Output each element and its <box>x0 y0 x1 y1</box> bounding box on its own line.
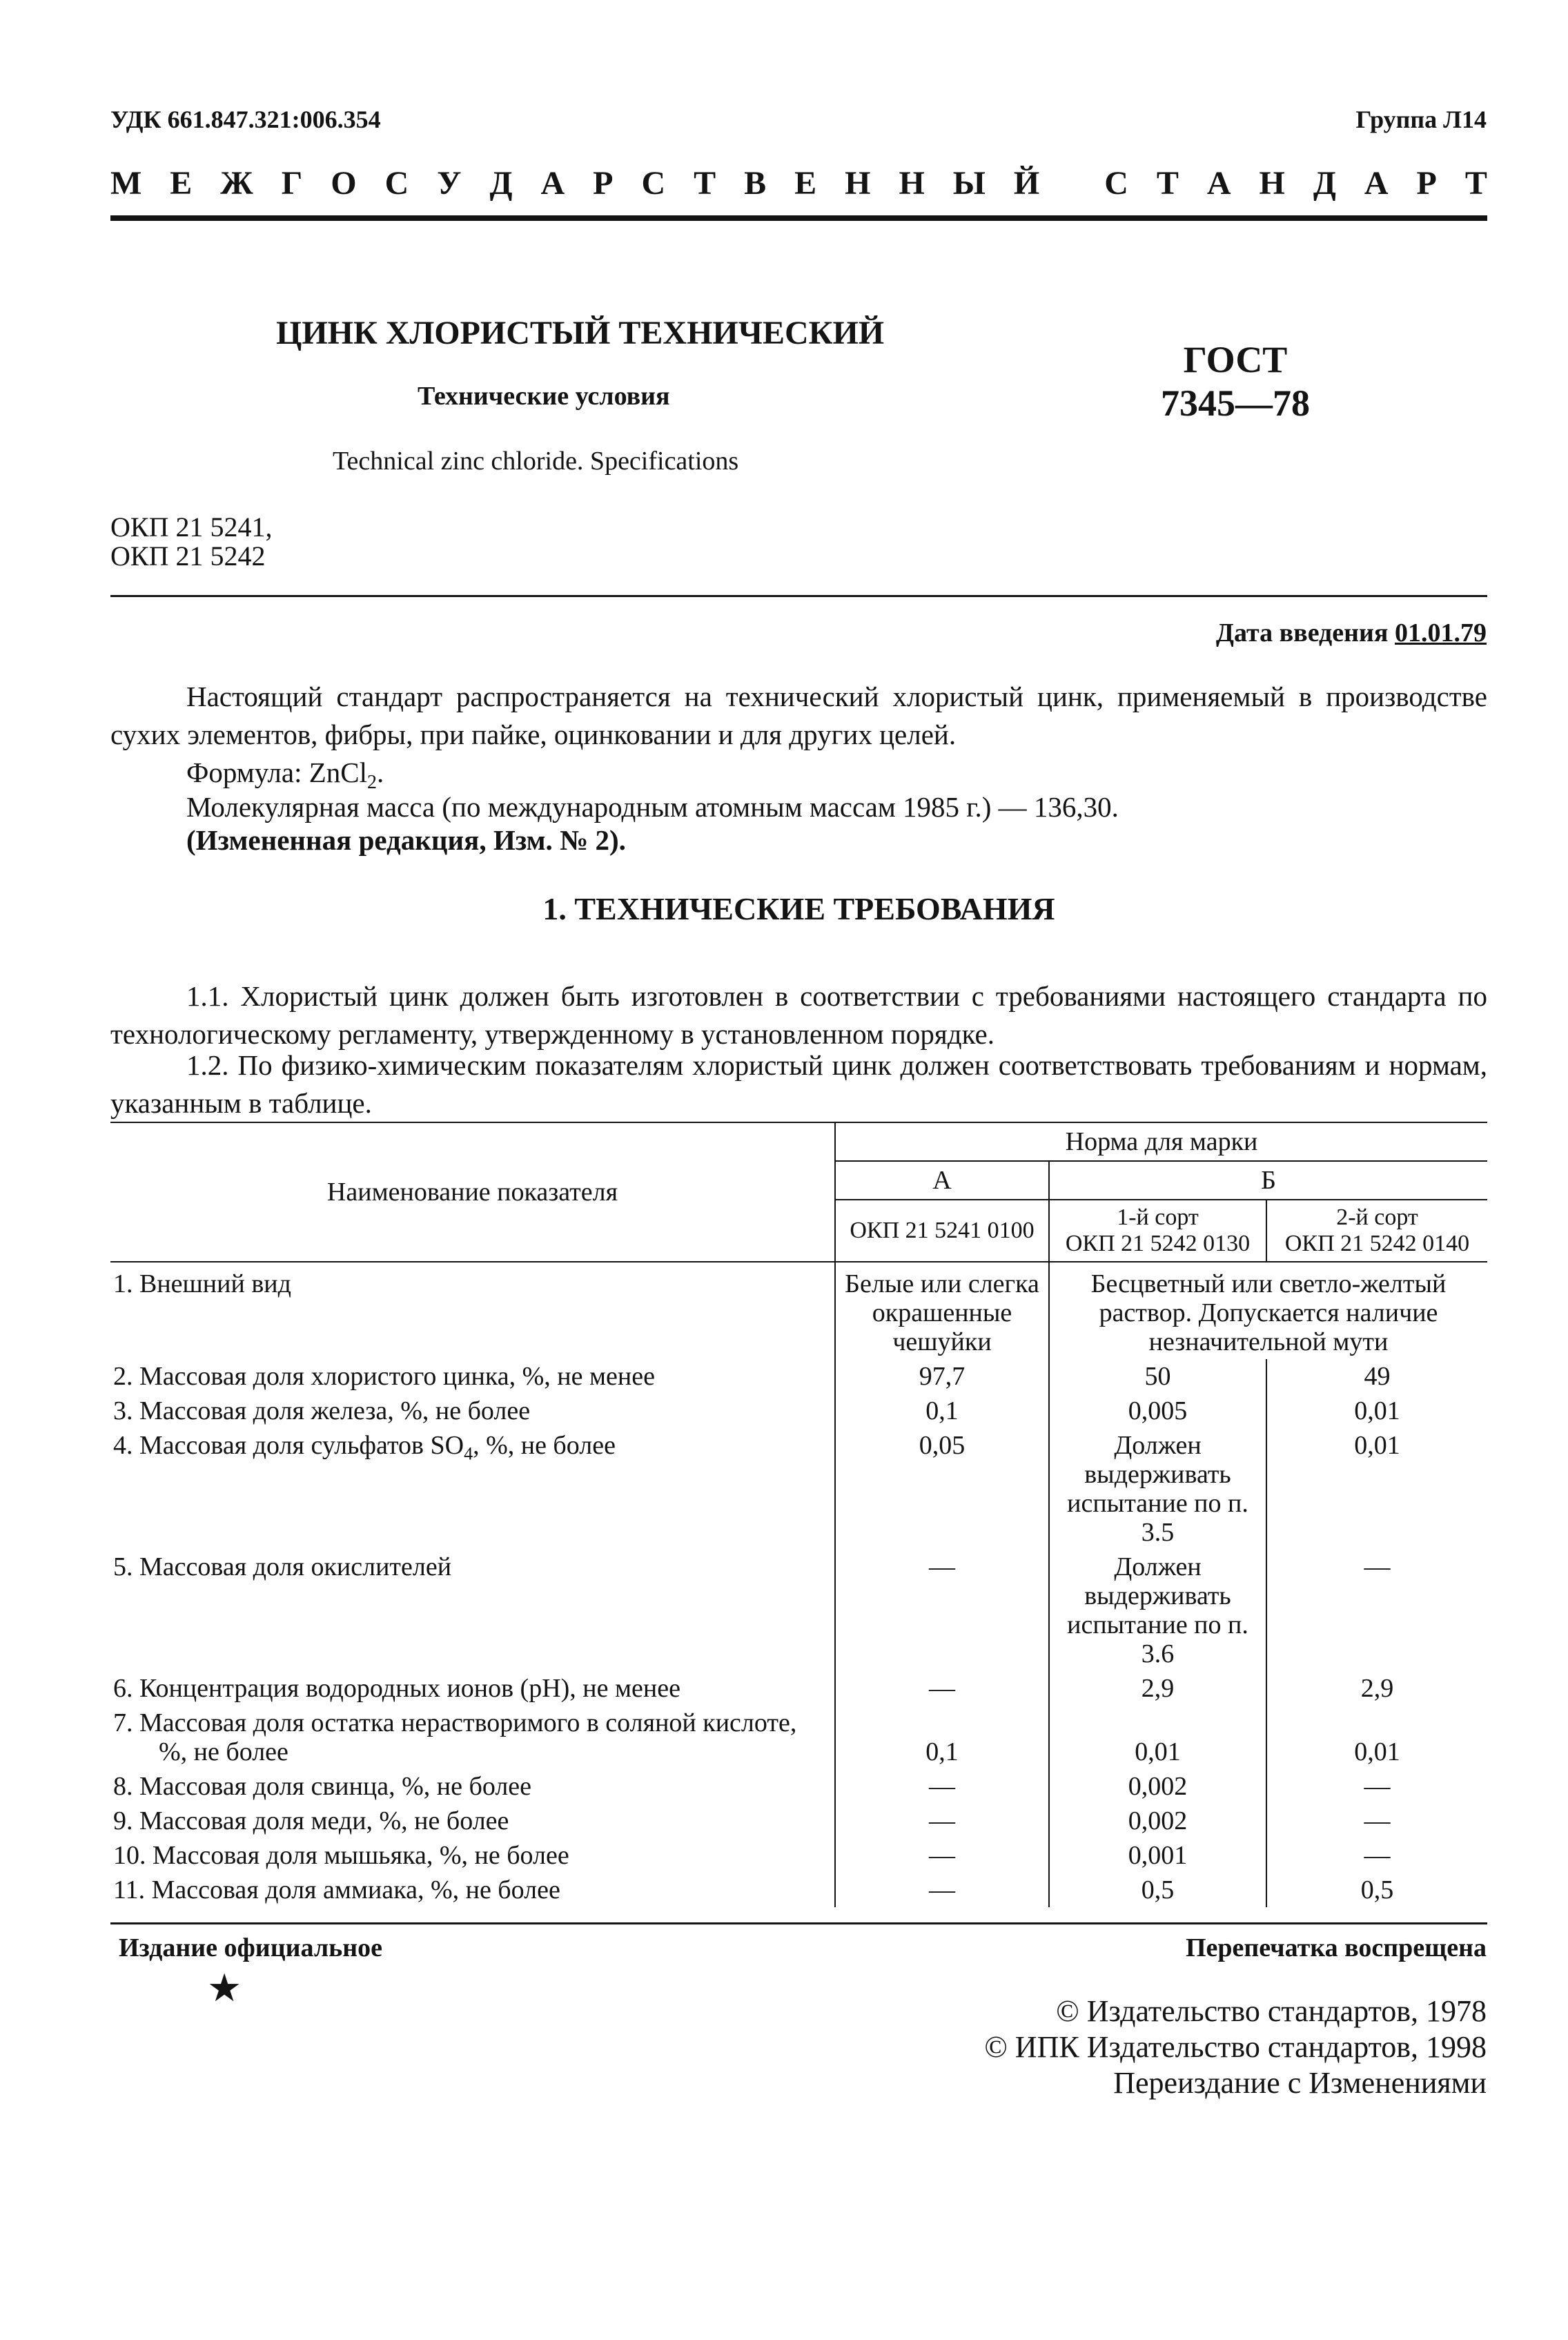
date-introduction <box>1216 618 1487 648</box>
row-value-a: — <box>835 1873 1049 1907</box>
heading-letter: Т <box>694 165 716 202</box>
heading-letter: В <box>744 165 767 202</box>
row-value-b1: 2,9 <box>1049 1671 1266 1706</box>
sort-2-okp: ОКП 21 5242 0140 <box>1284 1231 1470 1256</box>
row-value-b1: 0,01 <box>1049 1706 1266 1769</box>
heading-letter: Н <box>845 165 871 202</box>
heading-letter: Д <box>1313 165 1336 202</box>
row-name <box>110 1804 835 1838</box>
row-value-b: Бесцветный или светло-желтый раствор. Допускается наличие незначительной мути <box>1049 1262 1487 1359</box>
row-name-text: 11. Массовая доля аммиака, %, не более <box>113 1875 560 1904</box>
row-name-text: 7. Массовая доля остатка нерастворимого в соляной кислоте, %, не более <box>113 1708 797 1766</box>
row-value-b1: 0,002 <box>1049 1804 1266 1838</box>
row-value-a: — <box>835 1671 1049 1706</box>
row-value-a: 0,1 <box>835 1394 1049 1428</box>
row-value-b2: 0,5 <box>1266 1873 1487 1907</box>
heading-letter: А <box>1206 165 1231 202</box>
row-value-b2: 49 <box>1266 1359 1487 1394</box>
title-rule <box>110 595 1487 597</box>
heading-letter: Д <box>489 165 513 202</box>
heading-letter: Р <box>593 165 614 202</box>
table-row <box>110 1550 1487 1671</box>
row-value-a: — <box>835 1804 1049 1838</box>
row-name-text: 9. Массовая доля меди, %, не более <box>113 1806 509 1835</box>
table-row <box>110 1769 1487 1804</box>
row-name <box>110 1769 835 1804</box>
formula-label: Формула: <box>186 757 302 788</box>
row-name-text: 8. Массовая доля свинца, %, не более <box>113 1772 532 1801</box>
header-sort-2 <box>1266 1200 1487 1262</box>
heading-letter: Е <box>794 165 817 202</box>
document-subtitle: Технические условия <box>418 382 670 411</box>
heading-letter: С <box>384 165 409 202</box>
clause-1-1: 1.1. Хлористый цинк должен быть изготовлен в соответствии с требованиями настоящего стандарта по технологическому регламенту, утвержденному в установленном порядке. <box>110 980 1487 1050</box>
clause-1-2: 1.2. По физико-химическим показателям хлористый цинк должен соответствовать требованиям и нормам, указанным в таблице. <box>110 1049 1487 1119</box>
heading-letter: Й <box>1013 165 1040 202</box>
group-code: Группа Л14 <box>1355 106 1487 133</box>
heading-letter: А <box>1364 165 1389 202</box>
sort-2-label: 2-й сорт <box>1336 1205 1418 1230</box>
heading-letter: Т <box>1464 165 1487 202</box>
formula-subscript: 2 <box>367 772 378 794</box>
heading-letter: Т <box>1156 165 1179 202</box>
edit-note: (Измененная редакция, Изм. № 2). <box>186 824 626 856</box>
copyright-1998: © ИПК Издательство стандартов, 1998 <box>984 2030 1487 2064</box>
row-value-a: 0,05 <box>835 1428 1049 1550</box>
row-name-subscript: 4 <box>464 1443 473 1464</box>
english-title: Technical zinc chloride. Specifications <box>333 447 739 476</box>
table-row <box>110 1394 1487 1428</box>
row-value-b2: — <box>1266 1838 1487 1873</box>
reprint-prohibited: Перепечатка воспрещена <box>1185 1933 1487 1962</box>
official-edition: Издание официальное <box>119 1933 383 1962</box>
row-value-b2: — <box>1266 1804 1487 1838</box>
row-name <box>110 1873 835 1907</box>
table-row <box>110 1359 1487 1394</box>
row-value-a: 97,7 <box>835 1359 1049 1394</box>
date-label: Дата введения <box>1215 618 1389 647</box>
heading-letter: Е <box>170 165 193 202</box>
heading-letter: А <box>540 165 565 202</box>
header-grade-b: Б <box>1049 1161 1487 1200</box>
heading-letter: Ж <box>220 165 253 202</box>
udk-code: УДК 661.847.321:006.354 <box>110 106 381 133</box>
gost-label: ГОСТ <box>1183 339 1288 380</box>
date-value: 01.01.79 <box>1395 618 1487 647</box>
document-title: ЦИНК ХЛОРИСТЫЙ ТЕХНИЧЕСКИЙ <box>276 315 885 351</box>
heading-letter: Н <box>1259 165 1285 202</box>
row-name-text: 5. Массовая доля окислителей <box>113 1552 452 1581</box>
row-name-text: 10. Массовая доля мышьяка, %, не более <box>113 1841 569 1870</box>
table-row <box>110 1873 1487 1907</box>
molecular-mass: Молекулярная масса (по международным атомным массам 1985 г.) — 136,30. <box>186 791 1119 823</box>
row-name-text: 4. Массовая доля сульфатов SO <box>113 1431 464 1460</box>
heading-letter: С <box>641 165 666 202</box>
section-title: 1. ТЕХНИЧЕСКИЕ ТРЕБОВАНИЯ <box>542 891 1055 926</box>
row-value-b1: Должен выдерживать испытание по п. 3.6 <box>1049 1550 1266 1671</box>
row-value-a: 0,1 <box>835 1706 1049 1769</box>
sort-1-label: 1-й сорт <box>1117 1205 1199 1230</box>
heading-letter: У <box>437 165 462 202</box>
row-name <box>110 1550 835 1671</box>
row-value-b2: 0,01 <box>1266 1706 1487 1769</box>
header-norm: Норма для марки <box>835 1122 1487 1161</box>
row-name <box>110 1428 835 1550</box>
formula-end: . <box>377 757 384 788</box>
row-value-b2: 0,01 <box>1266 1428 1487 1550</box>
row-value-a: Белые или слегка окрашенные чешуйки <box>835 1262 1049 1359</box>
row-value-b1: Должен выдерживать испытание по п. 3.5 <box>1049 1428 1266 1550</box>
heading-word-gap <box>1068 164 1076 202</box>
table-body <box>110 1359 1487 1907</box>
row-value-b2: 0,01 <box>1266 1394 1487 1428</box>
heading-letter: Г <box>281 165 303 202</box>
heading-letter: Н <box>899 165 925 202</box>
table-bottom-rule <box>110 1922 1487 1924</box>
row-value-a: — <box>835 1769 1049 1804</box>
heading-letter: Р <box>1416 165 1437 202</box>
heading-letter: О <box>331 165 357 202</box>
row-name-text: 3. Массовая доля железа, %, не более <box>113 1396 531 1425</box>
okp-code-2: ОКП 21 5242 <box>110 540 266 572</box>
table-row <box>110 1804 1487 1838</box>
row-value-b1: 0,001 <box>1049 1838 1266 1873</box>
formula: ZnCl <box>308 757 368 788</box>
gost-number: 7345—78 <box>1161 382 1310 424</box>
intro-paragraph: Настоящий стандарт распространяется на технический хлористый цинк, применяемый в производстве сухих элементов, фибры, при пайке, оцинковании и для других целей. <box>110 681 1487 750</box>
row-name <box>110 1394 835 1428</box>
row-value-b1: 0,5 <box>1049 1873 1266 1907</box>
table-row <box>110 1262 1487 1359</box>
row-value-b1: 0,005 <box>1049 1394 1266 1428</box>
heading-letter: С <box>1104 165 1128 202</box>
star-icon: ★ <box>207 1967 242 2010</box>
table-row <box>110 1706 1487 1769</box>
header-indicator-name: Наименование показателя <box>110 1122 835 1262</box>
row-name: 1. Внешний вид <box>113 1269 291 1298</box>
table-row <box>110 1671 1487 1706</box>
row-value-b1: 50 <box>1049 1359 1266 1394</box>
row-name <box>110 1359 835 1394</box>
row-value-b2: — <box>1266 1550 1487 1671</box>
reissue-note: Переиздание с Изменениями <box>1113 2066 1487 2100</box>
interstate-standard-heading <box>110 164 1487 202</box>
row-name-end: , %, не более <box>473 1431 616 1460</box>
heading-letter: Ы <box>952 165 986 202</box>
copyright-1978: © Издательство стандартов, 1978 <box>1056 1994 1487 2028</box>
row-value-b1: 0,002 <box>1049 1769 1266 1804</box>
row-name-text: 2. Массовая доля хлористого цинка, %, не менее <box>113 1362 655 1391</box>
row-value-a: — <box>835 1550 1049 1671</box>
header-rule <box>110 215 1487 221</box>
row-name-text: 6. Концентрация водородных ионов (pH), не менее <box>113 1674 680 1703</box>
row-value-a: — <box>835 1838 1049 1873</box>
requirements-table <box>110 1122 1487 1907</box>
row-name <box>110 1671 835 1706</box>
row-value-b2: — <box>1266 1769 1487 1804</box>
row-name <box>110 1706 835 1769</box>
heading-letter: М <box>110 165 142 202</box>
table-row <box>110 1838 1487 1873</box>
header-okp-a: ОКП 21 5241 0100 <box>835 1200 1049 1262</box>
okp-code-1: ОКП 21 5241, <box>110 511 273 543</box>
row-value-b2: 2,9 <box>1266 1671 1487 1706</box>
sort-1-okp: ОКП 21 5242 0130 <box>1065 1231 1251 1256</box>
header-sort-1 <box>1049 1200 1266 1262</box>
table-row <box>110 1428 1487 1550</box>
header-grade-a: А <box>835 1161 1049 1200</box>
row-name <box>110 1838 835 1873</box>
